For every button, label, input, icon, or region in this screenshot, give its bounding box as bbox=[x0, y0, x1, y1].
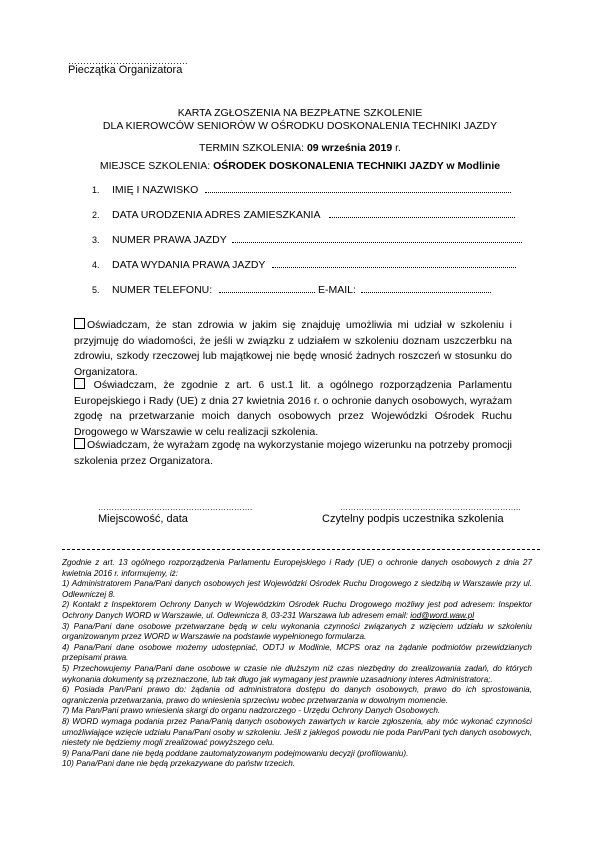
term-label: TERMIN SZKOLENIA: bbox=[199, 142, 307, 154]
gdpr-item-text: 2) Kontakt z Inspektorem Ochrony Danych w Wojewódzkim Ośrodek Ruchu Drogowego możliwy jest pod adresem: Inspektor Ochrony Danych WORD w Warszawie, ul. Odlewnicza 8, 03-231 Warszawa lub adresem email: bbox=[62, 600, 532, 620]
gdpr-item: 4) Pana/Pani dane osobowe możemy udostępniać, ODTJ w Modlinie, MCPS oraz na żądanie podmiotów przewidzianych przepisami prawa. bbox=[62, 642, 532, 663]
field-label: DATA WYDANIA PRAWA JAZDY bbox=[112, 259, 266, 271]
consent-health-text: Oświadczam, że stan zdrowia w jakim się znajduję umożliwia mi udział w szkoleniu i przyjmuję do wiadomości, że jeśli w związku z udziałem w szkoleniu doznam uszczerbku na zdrowiu, szkody rzeczowej lub majątkowej nie będę wnosić żadnych roszczeń w stosunku do Organizatora. bbox=[74, 319, 512, 378]
field-birthdate-address[interactable] bbox=[92, 208, 515, 221]
section-divider bbox=[62, 549, 540, 550]
consent-data-processing bbox=[74, 378, 512, 440]
field-license-issue-date[interactable] bbox=[92, 258, 516, 271]
field-license-number[interactable] bbox=[92, 233, 522, 246]
gdpr-intro: Zgodnie z art. 13 ogólnego rozporządzenia Parlamentu Europejskiego i Rady (UE) o ochronie danych osobowych z dnia 27 kwietnia 2016 r. informujemy, iż: bbox=[62, 558, 532, 578]
stamp-dots: …………………………………. bbox=[68, 56, 188, 66]
gdpr-information bbox=[62, 558, 532, 770]
field-label-email: E-MAIL: bbox=[318, 284, 356, 296]
phone-input-line[interactable] bbox=[219, 283, 315, 293]
gdpr-item: 7) Ma Pan/Pani prawo wniesienia skargi do organu nadzorczego - Urzędu Ochrony Danych Osobowych. bbox=[62, 706, 441, 716]
consent-health bbox=[74, 318, 512, 380]
gdpr-item-contact bbox=[62, 600, 532, 621]
field-full-name[interactable] bbox=[92, 183, 511, 196]
place-label: MIEJSCE SZKOLENIA: bbox=[99, 160, 214, 172]
field-input-line[interactable] bbox=[232, 233, 522, 243]
gdpr-item: 1) Administratorem Pana/Pani danych osobowych jest Wojewódzki Ośrodek Ruchu Drogowego z siedzibą w Warszawie przy ul. Odlewniczej 8. bbox=[62, 579, 532, 599]
consent-data-text: Oświadczam, że zgodnie z art. 6 ust.1 lit. a ogólnego rozporządzenia Parlamentu Europejskiego i Rady (UE) z dnia 27 kwietnia 2016 r. o ochronie danych osobowych, wyrażam zgodę na przetwarzanie moich danych osobowych przez Wojewódzki Ośrodek Ruchu Drogowego w Warszawie w celu realizacji szkolenia. bbox=[74, 379, 512, 438]
place-date-label: Miejscowość, data bbox=[98, 513, 188, 525]
consent-image-text: Oświadczam, że wyrażam zgodę na wykorzystanie mojego wizerunku na potrzeby promocji szkolenia przez Organizatora. bbox=[74, 439, 512, 467]
form-title-line1: KARTA ZGŁOSZENIA NA BEZPŁATNE SZKOLENIE bbox=[177, 107, 423, 119]
gdpr-item: 3) Pana/Pani dane osobowe przetwarzane będą w celu wykonania czynności związanych z wzięciem udziału w szkoleniu organizowanym przez WORD w Warszawie na podstawie wypełnionego formularza. bbox=[62, 621, 532, 642]
gdpr-item: 8) WORD wymaga podania przez Pana/Panią danych osobowych zawartych w karcie zgłoszenia, aby móc wykonać czynności umożliwiające wzięcie udziału Pana/Pani osoby w szkoleniu. Jeśli z jakiegoś powodu nie poda Pan/Pani tych danych osobowych, niestety nie będziemy mogli zrealizować powyższego celu. bbox=[62, 716, 532, 748]
place-value: OŚRODEK DOSKONALENIA TECHNIKI JAZDY w Modlinie bbox=[213, 160, 501, 172]
training-place bbox=[0, 160, 600, 172]
field-input-line[interactable] bbox=[272, 258, 516, 268]
gdpr-item: 10) Pana/Pani dane nie będą przekazywane do państw trzecich. bbox=[62, 759, 296, 769]
consent-image-checkbox[interactable] bbox=[74, 438, 85, 449]
field-label: DATA URODZENIA ADRES ZAMIESZKANIA bbox=[112, 209, 320, 221]
term-value: 09 września 2019 bbox=[306, 142, 393, 154]
gdpr-item: 6) Posiada Pan/Pani prawo do: żądania od administratora dostępu do danych osobowych, prawo do ich sprostowania, ograniczenia przetwarzania, prawo do wniesienia sprzeciwu wobec przetwarzania w dowolnym momencie. bbox=[62, 685, 532, 705]
field-number: 5. bbox=[92, 285, 100, 295]
form-title-line2: DLA KIEROWCÓW SENIORÓW W OŚRODKU DOSKONALENIA TECHNIKI JAZDY bbox=[102, 120, 498, 132]
training-term bbox=[0, 142, 600, 154]
signature-dots[interactable]: ………………………………………………………….. bbox=[340, 503, 521, 512]
consent-data-checkbox[interactable] bbox=[74, 378, 85, 389]
field-label: IMIĘ I NAZWISKO bbox=[112, 184, 199, 196]
field-number: 2. bbox=[92, 210, 100, 220]
gdpr-item: 5) Przechowujemy Pana/Pani dane osobowe w czasie nie dłuższym niż czas niezbędny do zrealizowania zadań, do których wykonania dokumenty są przeznaczone, lub tak długo jak wymagany jest prawnie uzasadniony interes Administratora;. bbox=[62, 663, 532, 684]
field-phone-email[interactable] bbox=[92, 283, 491, 296]
field-number: 1. bbox=[92, 185, 100, 195]
gdpr-item: 9) Pana/Pani dane nie będą poddane zautomatyzowanym podejmowaniu decyzji (profilowaniu). bbox=[62, 748, 409, 758]
consent-health-checkbox[interactable] bbox=[74, 318, 85, 329]
term-suffix: r. bbox=[392, 142, 401, 154]
signature-label: Czytelny podpis uczestnika szkolenia bbox=[322, 513, 504, 525]
place-date-dots[interactable]: …………………………………………………. bbox=[98, 503, 253, 512]
email-input-line[interactable] bbox=[361, 283, 491, 293]
field-number: 3. bbox=[92, 235, 100, 245]
field-label: NUMER PRAWA JAZDY bbox=[112, 234, 227, 246]
field-input-line[interactable] bbox=[205, 183, 511, 193]
iod-email-link[interactable]: iod@word.waw.pl bbox=[410, 610, 475, 620]
field-input-line[interactable] bbox=[329, 208, 515, 218]
field-label-phone: NUMER TELEFONU: bbox=[112, 284, 213, 296]
field-number: 4. bbox=[92, 260, 100, 270]
consent-image-use bbox=[74, 438, 512, 469]
stamp-label: Pieczątka Organizatora bbox=[68, 64, 183, 76]
